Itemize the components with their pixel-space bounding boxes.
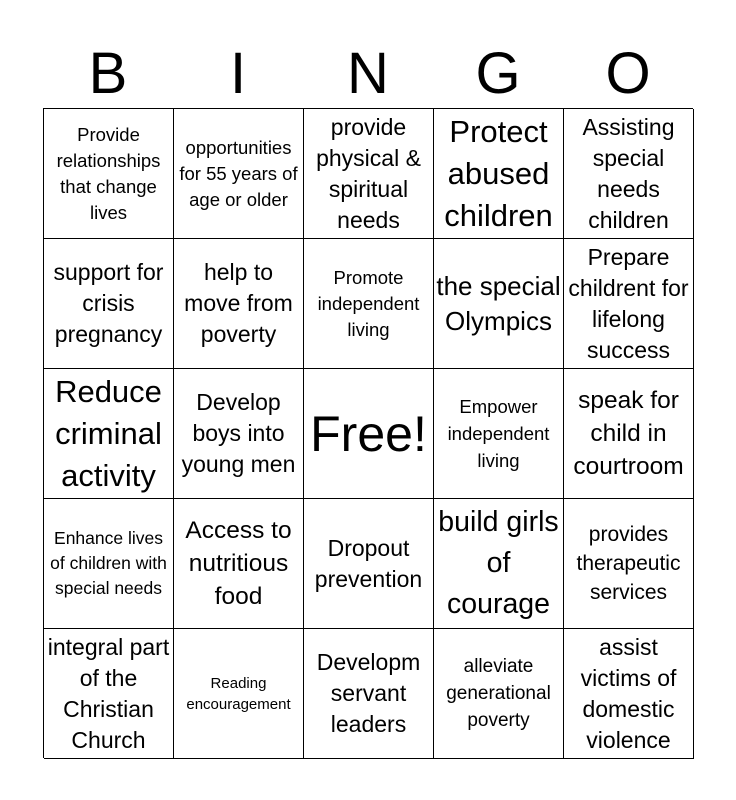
header-letter-g: G — [475, 41, 521, 106]
bingo-cell[interactable] — [564, 109, 694, 239]
cell-text: support for crisis pregnancy — [53, 259, 164, 347]
cell-text: integral part of the Christian Church — [47, 633, 170, 753]
cell-text: build girls of courage — [438, 506, 559, 620]
bingo-cell[interactable] — [174, 109, 304, 239]
header-letter-o: O — [605, 41, 651, 106]
cell-text: provides therapeutic services — [576, 523, 681, 604]
bingo-cell[interactable] — [44, 369, 174, 499]
bingo-cell[interactable] — [44, 109, 174, 239]
cell-text: help to move from poverty — [184, 259, 293, 347]
cell-text: alleviate generational poverty — [446, 656, 551, 731]
cell-text: Protect abused children — [444, 113, 553, 233]
bingo-cell[interactable] — [44, 239, 174, 369]
cell-text: Reading encouragement — [186, 674, 291, 713]
bingo-cell[interactable] — [174, 629, 304, 759]
bingo-cell[interactable] — [304, 239, 434, 369]
bingo-cell[interactable] — [434, 499, 564, 629]
bingo-header — [43, 40, 693, 108]
header-letter-n: N — [347, 41, 389, 106]
bingo-cell[interactable] — [174, 369, 304, 499]
cell-text: Assisting special needs children — [582, 113, 675, 233]
bingo-cell[interactable] — [304, 499, 434, 629]
cell-text: the special Olympics — [436, 270, 561, 336]
cell-text: Reduce criminal activity — [55, 373, 162, 493]
cell-text: Prepare childrent for lifelong success — [568, 243, 689, 363]
bingo-cell[interactable] — [304, 629, 434, 759]
header-letter-b: B — [88, 41, 128, 106]
bingo-cell[interactable] — [44, 629, 174, 759]
bingo-cell[interactable] — [434, 109, 564, 239]
cell-text: Promote independent living — [317, 266, 420, 340]
bingo-cell[interactable] — [564, 239, 694, 369]
free-space-text: Free! — [310, 405, 427, 462]
cell-text: opportunities for 55 years of age or older — [179, 136, 298, 210]
cell-text: Developm servant leaders — [316, 649, 421, 737]
bingo-grid — [43, 108, 693, 758]
bingo-cell[interactable] — [564, 629, 694, 759]
cell-text: Dropout prevention — [314, 534, 423, 592]
bingo-cell[interactable] — [304, 109, 434, 239]
bingo-cell[interactable] — [174, 239, 304, 369]
bingo-cell[interactable] — [564, 369, 694, 499]
bingo-cell[interactable] — [434, 369, 564, 499]
cell-text: provide physical & spiritual needs — [316, 113, 421, 233]
bingo-cell[interactable] — [434, 629, 564, 759]
header-letter-i: I — [229, 41, 247, 106]
cell-text: Empower independent living — [447, 396, 550, 471]
cell-text: Develop boys into young men — [181, 389, 296, 477]
cell-text: Enhance lives of children with special needs — [50, 528, 167, 598]
cell-text: assist victims of domestic violence — [580, 633, 677, 753]
bingo-cell-free[interactable] — [304, 369, 434, 499]
bingo-cell[interactable] — [564, 499, 694, 629]
cell-text: speak for child in courtroom — [573, 387, 684, 480]
bingo-cell[interactable] — [44, 499, 174, 629]
bingo-cell[interactable] — [174, 499, 304, 629]
cell-text: Access to nutritious food — [185, 517, 292, 610]
bingo-cell[interactable] — [434, 239, 564, 369]
cell-text: Provide relationships that change lives — [56, 123, 161, 223]
